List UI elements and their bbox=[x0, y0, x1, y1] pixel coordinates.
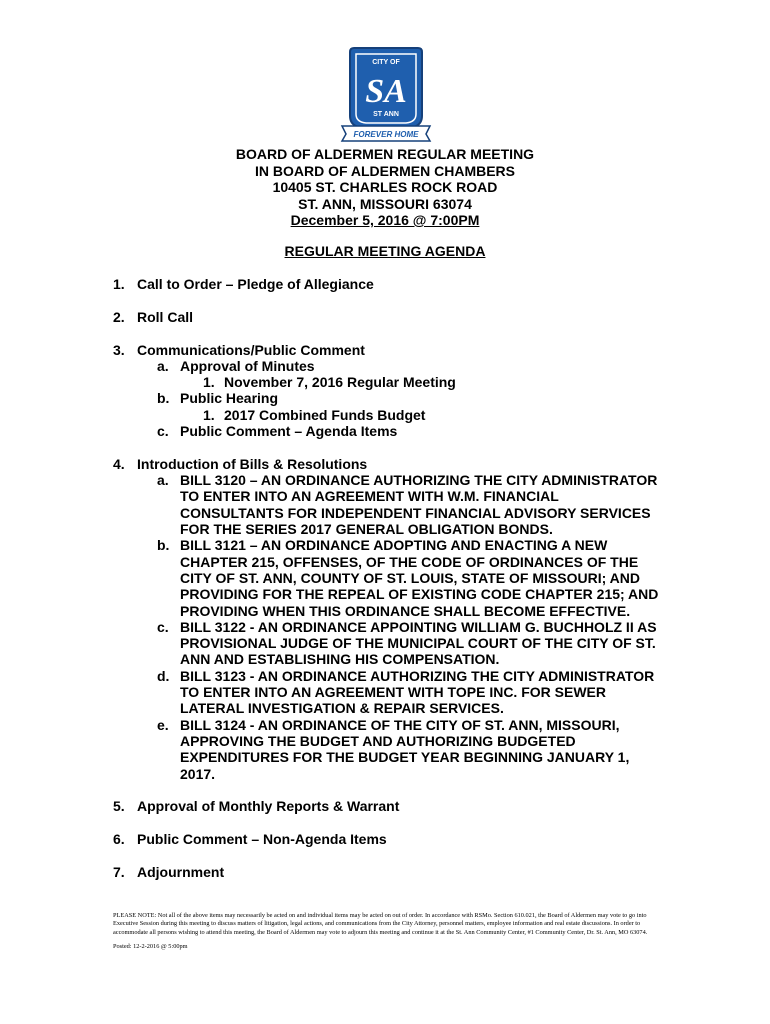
bill-item bbox=[157, 619, 673, 668]
bill-line: BILL 3123 - AN ORDINANCE AUTHORIZING THE CITY ADMINISTRATOR bbox=[180, 667, 655, 684]
sub-item bbox=[157, 423, 673, 439]
bill-item bbox=[157, 717, 673, 782]
bill-letter: c. bbox=[157, 618, 169, 635]
meeting-header bbox=[0, 146, 770, 229]
agenda-item bbox=[113, 831, 673, 847]
header-line-4: ST. ANN, MISSOURI 63074 bbox=[298, 195, 472, 212]
bill-line: PROVIDING WHEN THIS ORDINANCE SHALL BECOME EFFECTIVE. bbox=[180, 602, 631, 619]
header-date: December 5, 2016 @ 7:00PM bbox=[290, 212, 480, 228]
header-line-1: BOARD OF ALDERMEN REGULAR MEETING bbox=[235, 146, 535, 162]
footer-note-line: accommodate all persons wishing to attend this meeting, the Board of Aldermen may vote to adjourn this meeting and continue it at the St. Ann Community Center, #1 Community Center, Dr. St. Ann, MO 63074. bbox=[113, 928, 648, 936]
item-number: 4. bbox=[113, 455, 125, 472]
bill-line: CHAPTER 215, OFFENSES, OF THE CODE OF ORDINANCES OF THE bbox=[180, 553, 639, 570]
sub-sub-item-number: 1. bbox=[203, 374, 215, 391]
bill-letter: a. bbox=[157, 472, 169, 489]
header-line-2: IN BOARD OF ALDERMEN CHAMBERS bbox=[254, 162, 516, 179]
sub-sub-item bbox=[203, 374, 673, 390]
bill-item bbox=[157, 472, 673, 537]
bill-letter: d. bbox=[157, 667, 170, 684]
bill-line: TO ENTER INTO AN AGREEMENT WITH W.M. FINANCIAL bbox=[180, 488, 559, 505]
item-number: 7. bbox=[113, 863, 125, 880]
sub-item bbox=[157, 390, 673, 406]
agenda-list bbox=[113, 276, 673, 880]
footer-note-line: PLEASE NOTE: Not all of the above items may necessarily be acted on and individual items may be acted on out of order. In accordance with RSMo. Section 610.021, the Board of Aldermen may vote to go into bbox=[113, 912, 647, 919]
bill-line: ANN AND ESTABLISHING HIS COMPENSATION. bbox=[180, 651, 500, 668]
posted-date: Posted: 12-2-2016 @ 5:00pm bbox=[113, 943, 188, 950]
bill-line: TO ENTER INTO AN AGREEMENT WITH TOPE INC. FOR SEWER bbox=[180, 684, 606, 701]
bill-line: BILL 3122 - AN ORDINANCE APPOINTING WILLIAM G. BUCHHOLZ II AS bbox=[180, 618, 657, 635]
logo-bottom-text: ST ANN bbox=[373, 111, 399, 118]
header-line-3: 10405 ST. CHARLES ROCK ROAD bbox=[272, 179, 498, 195]
footer-note-line: Executive Session during this meeting to discuss matters of litigation, legal actions, and communications from the City Attorney, personnel matters, employee information and real estate discussions. In order to bbox=[113, 920, 641, 928]
agenda-item bbox=[113, 309, 673, 325]
bill-text bbox=[180, 619, 657, 668]
bill-line: CONSULTANTS FOR INDEPENDENT FINANCIAL ADVISORY SERVICES bbox=[180, 504, 651, 521]
sub-sub-item bbox=[203, 407, 673, 423]
item-text: Communications/Public Comment bbox=[137, 341, 365, 358]
sub-item-letter: b. bbox=[157, 390, 170, 407]
bill-item bbox=[157, 537, 673, 618]
agenda-item bbox=[113, 798, 673, 814]
sub-item-text: Public Hearing bbox=[180, 390, 279, 407]
sub-sub-item-number: 1. bbox=[203, 406, 215, 423]
item-text: Roll Call bbox=[137, 308, 194, 325]
bill-line: 2017. bbox=[180, 765, 216, 782]
bill-text bbox=[180, 537, 658, 618]
bill-line: BILL 3124 - AN ORDINANCE OF THE CITY OF ST. ANN, MISSOURI, bbox=[180, 716, 620, 733]
logo-monogram: SA bbox=[365, 73, 407, 110]
agenda-item bbox=[113, 864, 673, 880]
item-text: Public Comment – Non-Agenda Items bbox=[137, 831, 387, 848]
item-text: Adjournment bbox=[137, 863, 225, 880]
sub-item-letter: c. bbox=[157, 423, 169, 440]
agenda-item bbox=[113, 342, 673, 358]
agenda-item bbox=[113, 456, 673, 472]
sub-sub-item-text: November 7, 2016 Regular Meeting bbox=[224, 374, 456, 391]
item-number: 5. bbox=[113, 798, 125, 815]
agenda-item bbox=[113, 276, 673, 292]
bill-item bbox=[157, 668, 673, 717]
bill-line: APPROVING THE BUDGET AND AUTHORIZING BUDGETED bbox=[180, 732, 576, 749]
bill-text bbox=[180, 717, 629, 782]
item-text: Introduction of Bills & Resolutions bbox=[137, 455, 368, 472]
logo-banner-text: FOREVER HOME bbox=[353, 130, 419, 139]
agenda-title: REGULAR MEETING AGENDA bbox=[284, 243, 486, 259]
bill-letter: b. bbox=[157, 537, 170, 554]
bill-line: PROVIDING FOR THE REPEAL OF EXISTING CODE CHAPTER 215; AND bbox=[180, 586, 659, 603]
sub-item-letter: a. bbox=[157, 357, 169, 374]
city-seal-logo bbox=[340, 46, 432, 142]
city-seal-icon bbox=[340, 46, 432, 142]
sub-item-text: Public Comment – Agenda Items bbox=[180, 423, 398, 440]
bill-line: PROVISIONAL JUDGE OF THE MUNICIPAL COURT OF THE CITY OF ST. bbox=[180, 635, 656, 652]
bill-letter: e. bbox=[157, 716, 169, 733]
bill-line: FOR THE SERIES 2017 GENERAL OBLIGATION BONDS. bbox=[180, 521, 553, 538]
bill-line: LATERAL INVESTIGATION & REPAIR SERVICES. bbox=[180, 700, 504, 717]
item-number: 6. bbox=[113, 831, 125, 848]
bill-line: EXPENDITURES FOR THE BUDGET YEAR BEGINNING JANUARY 1, bbox=[180, 749, 630, 766]
bill-line: CITY OF ST. ANN, COUNTY OF ST. LOUIS, STATE OF MISSOURI; AND bbox=[180, 569, 640, 586]
sub-sub-item-text: 2017 Combined Funds Budget bbox=[224, 406, 426, 423]
sub-item-text: Approval of Minutes bbox=[180, 357, 315, 374]
bill-text bbox=[180, 472, 657, 537]
sub-item bbox=[157, 358, 673, 374]
item-number: 1. bbox=[113, 276, 125, 292]
bill-line: BILL 3121 – AN ORDINANCE ADOPTING AND ENACTING A NEW bbox=[180, 537, 608, 554]
bill-text bbox=[180, 668, 654, 717]
logo-top-text: CITY OF bbox=[372, 59, 400, 66]
item-text: Approval of Monthly Reports & Warrant bbox=[137, 798, 400, 815]
footer-note bbox=[113, 912, 665, 937]
bill-line: BILL 3120 – AN ORDINANCE AUTHORIZING THE CITY ADMINISTRATOR bbox=[180, 472, 658, 489]
item-number: 2. bbox=[113, 308, 125, 325]
item-number: 3. bbox=[113, 341, 125, 358]
item-text: Call to Order – Pledge of Allegiance bbox=[137, 276, 374, 292]
